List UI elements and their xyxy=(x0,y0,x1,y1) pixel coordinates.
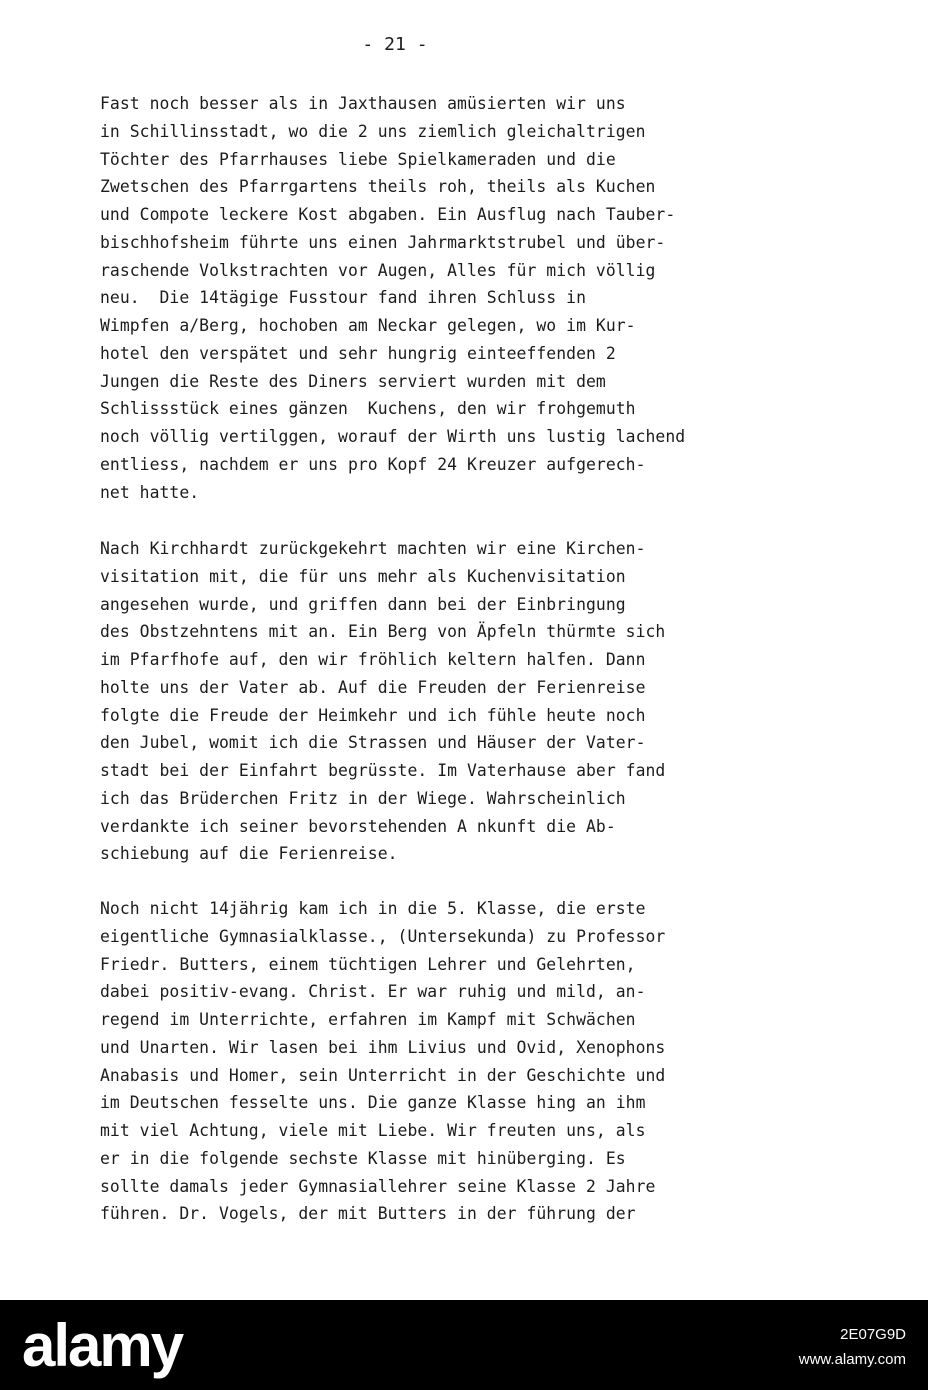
text-line: Friedr. Butters, einem tüchtigen Lehrer und Gelehrten, xyxy=(100,954,636,974)
text-line: Noch nicht 14jährig kam ich in die 5. Klasse, die erste xyxy=(100,899,646,918)
page-number: - 21 - xyxy=(362,34,428,55)
text-line: regend im Unterrichte, erfahren im Kampf mit Schwächen xyxy=(100,1010,636,1029)
text-line: im Pfarfhofe auf, den wir fröhlich keltern halfen. Dann xyxy=(100,650,646,669)
paragraph xyxy=(100,90,880,506)
text-line: angesehen wurde, und griffen dann bei der Einbringung xyxy=(100,594,626,614)
text-line: Nach Kirchhardt zurückgekehrt machten wir eine Kirchen- xyxy=(100,539,646,558)
text-line: Anabasis und Homer, sein Unterricht in der Geschichte und xyxy=(100,1065,666,1085)
text-line: stadt bei der Einfahrt begrüsste. Im Vaterhause aber fand xyxy=(100,761,666,780)
text-line: holte uns der Vater ab. Auf die Freuden der Ferienreise xyxy=(100,677,646,697)
text-line: den Jubel, womit ich die Strassen und Häuser der Vater- xyxy=(100,733,646,753)
text-line: visitation mit, die für uns mehr als Kuchenvisitation xyxy=(100,566,626,586)
alamy-logo: alamy xyxy=(22,1312,183,1379)
text-line: Fast noch besser als in Jaxthausen amüsierten wir uns xyxy=(100,94,626,113)
stock-footer-bar xyxy=(0,1300,928,1390)
text-line: sollte damals jeder Gymnasiallehrer seine Klasse 2 Jahre xyxy=(100,1176,656,1196)
text-line: verdankte ich seiner bevorstehenden A nkunft die Ab- xyxy=(100,816,616,836)
text-line: ich das Brüderchen Fritz in der Wiege. Wahrscheinlich xyxy=(100,788,626,808)
text-line: neu. Die 14tägige Fusstour fand ihren Schluss in xyxy=(100,288,586,308)
text-line: bischhofsheim führte uns einen Jahrmarktstrubel und über- xyxy=(100,232,666,252)
text-line: und Unarten. Wir lasen bei ihm Livius und Ovid, Xenophons xyxy=(100,1037,666,1057)
text-line: noch völlig vertilggen, worauf der Wirth uns lustig lachend xyxy=(100,427,686,446)
text-line: mit viel Achtung, viele mit Liebe. Wir freuten uns, als xyxy=(100,1121,646,1140)
site-url: www.alamy.com xyxy=(798,1351,906,1368)
image-id: 2E07G9D xyxy=(840,1326,906,1343)
paragraph xyxy=(100,895,880,1228)
text-line: Jungen die Reste des Diners serviert wurden mit dem xyxy=(100,371,606,391)
text-line: entliess, nachdem er uns pro Kopf 24 Kreuzer aufgerech- xyxy=(100,454,646,474)
text-line: dabei positiv-evang. Christ. Er war ruhig und mild, an- xyxy=(100,982,646,1002)
text-line: eigentliche Gymnasialklasse., (Untersekunda) zu Professor xyxy=(100,926,666,946)
text-line: Töchter des Pfarrhauses liebe Spielkameraden und die xyxy=(100,149,616,169)
text-line: in Schillinsstadt, wo die 2 uns ziemlich gleichaltrigen xyxy=(100,121,646,141)
text-line: raschende Volkstrachten vor Augen, Alles für mich völlig xyxy=(100,260,656,280)
footer-info xyxy=(799,1322,906,1372)
text-line: er in die folgende sechste Klasse mit hinüberging. Es xyxy=(100,1148,626,1168)
paragraph xyxy=(100,535,880,868)
text-line: Wimpfen a/Berg, hochoben am Neckar gelegen, wo im Kur- xyxy=(100,316,636,335)
text-line: und Compote leckere Kost abgaben. Ein Ausflug nach Tauber- xyxy=(100,205,676,224)
text-line: schiebung auf die Ferienreise. xyxy=(100,844,398,864)
text-line: folgte die Freude der Heimkehr und ich fühle heute noch xyxy=(100,705,646,725)
text-line: im Deutschen fesselte uns. Die ganze Klasse hing an ihm xyxy=(100,1093,646,1113)
text-line: des Obstzehntens mit an. Ein Berg von Äpfeln thürmte sich xyxy=(100,622,666,642)
text-line: führen. Dr. Vogels, der mit Butters in der führung der xyxy=(100,1204,636,1224)
text-line: net hatte. xyxy=(100,482,200,502)
text-line: Schlissstück eines gänzen Kuchens, den wir frohgemuth xyxy=(100,399,636,419)
text-line: Zwetschen des Pfarrgartens theils roh, theils als Kuchen xyxy=(100,177,656,197)
text-line: hotel den verspätet und sehr hungrig einteeffenden 2 xyxy=(100,343,616,363)
